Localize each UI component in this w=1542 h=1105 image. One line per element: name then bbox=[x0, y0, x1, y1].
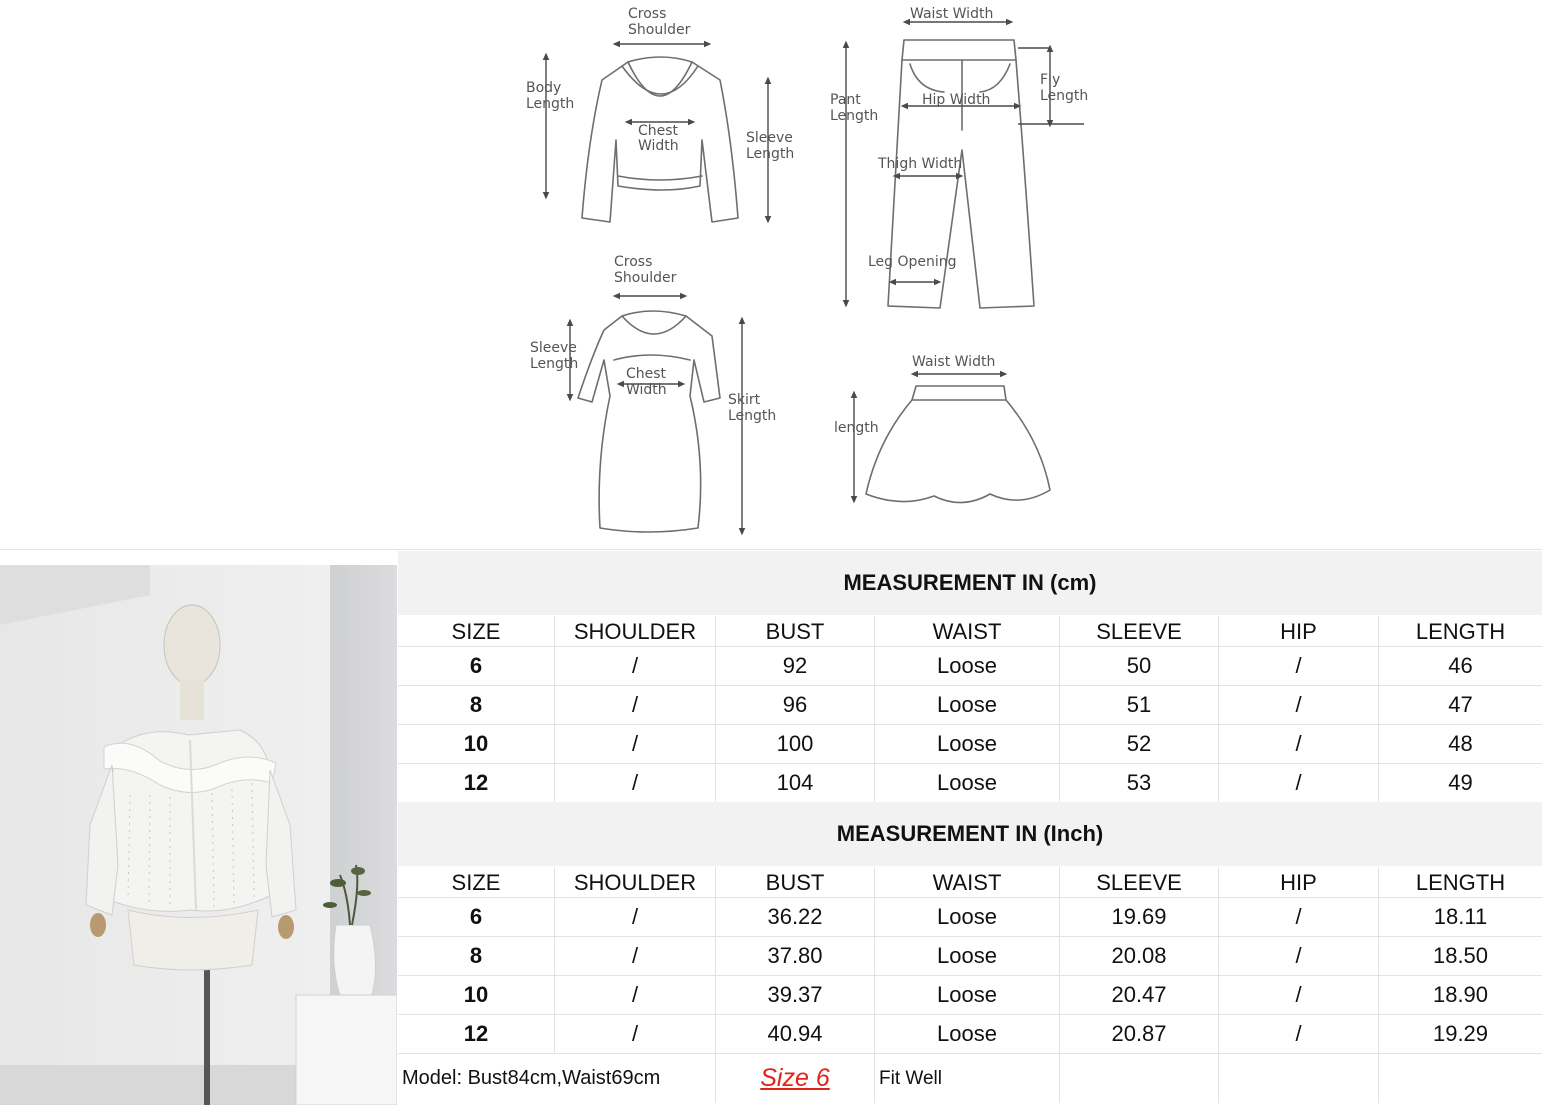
sleeve-cell: 53 bbox=[1060, 764, 1219, 802]
size-cell: 12 bbox=[398, 764, 555, 802]
sleeve-cell: 52 bbox=[1060, 725, 1219, 763]
waist-cell: Loose bbox=[875, 725, 1060, 763]
length-cell: 18.90 bbox=[1432, 982, 1489, 1007]
model-measurements: Model: Bust84cm,Waist69cm bbox=[398, 1054, 716, 1103]
sleeve-cell: 50 bbox=[1060, 647, 1219, 685]
pants-leg-opening-label: Leg Opening bbox=[868, 254, 957, 270]
hip-cell: / bbox=[1219, 1015, 1379, 1053]
dress-chest-width-label: Chest Width bbox=[626, 366, 667, 398]
size-cell: 6 bbox=[398, 647, 555, 685]
top-chest-width-label: Chest Width bbox=[638, 123, 679, 154]
table-row bbox=[398, 1014, 1542, 1053]
shoulder-cell: / bbox=[555, 937, 716, 975]
table-row bbox=[398, 646, 1542, 685]
measurement-diagram-panel bbox=[0, 0, 1542, 550]
sleeve-cell: 51 bbox=[1060, 686, 1219, 724]
pants-hip-width-label: Hip Width bbox=[922, 92, 991, 108]
length-cell: 19.29 bbox=[1432, 1021, 1489, 1046]
size-cell: 10 bbox=[398, 976, 555, 1014]
hip-cell: / bbox=[1219, 898, 1379, 936]
size-cell: 10 bbox=[398, 725, 555, 763]
bust-cell: 40.94 bbox=[716, 1015, 875, 1053]
sleeve-cell: 20.47 bbox=[1060, 976, 1219, 1014]
pants-thigh-width-label: Thigh Width bbox=[878, 156, 963, 172]
length-cell: 49 bbox=[1448, 770, 1473, 795]
table-row bbox=[398, 897, 1542, 936]
cm-header-row bbox=[398, 616, 1542, 647]
empty-cell bbox=[1219, 1054, 1379, 1103]
waist-cell: Loose bbox=[875, 976, 1060, 1014]
shoulder-cell: / bbox=[555, 647, 716, 685]
dress-sleeve-length-label: Sleeve Length bbox=[530, 340, 579, 372]
model-size: Size 6 bbox=[716, 1054, 875, 1103]
header-size: SIZE bbox=[398, 616, 555, 647]
shoulder-cell: / bbox=[555, 686, 716, 724]
sleeve-cell: 19.69 bbox=[1060, 898, 1219, 936]
bust-cell: 39.37 bbox=[716, 976, 875, 1014]
cm-table-title-text: MEASUREMENT IN (cm) bbox=[843, 570, 1097, 595]
shoulder-cell: / bbox=[555, 764, 716, 802]
length-cell: 47 bbox=[1448, 692, 1473, 717]
cm-table-title bbox=[398, 551, 1542, 615]
size-cell: 12 bbox=[398, 1015, 555, 1053]
length-cell: 48 bbox=[1448, 731, 1473, 756]
sleeve-cell: 20.08 bbox=[1060, 937, 1219, 975]
empty-cell bbox=[1379, 1054, 1542, 1103]
header-sleeve: SLEEVE bbox=[1060, 867, 1219, 898]
top-cross-shoulder-label: Cross Shoulder bbox=[628, 6, 691, 38]
hip-cell: / bbox=[1219, 764, 1379, 802]
table-row bbox=[398, 724, 1542, 763]
hip-cell: / bbox=[1219, 647, 1379, 685]
empty-cell bbox=[1060, 1054, 1219, 1103]
shoulder-cell: / bbox=[555, 898, 716, 936]
measurement-diagram bbox=[0, 0, 1542, 550]
inch-table-title-text: MEASUREMENT IN (Inch) bbox=[836, 821, 1104, 846]
waist-cell: Loose bbox=[875, 647, 1060, 685]
table-row bbox=[398, 975, 1542, 1014]
product-photo bbox=[0, 565, 397, 1105]
bust-cell: 100 bbox=[716, 725, 875, 763]
header-length: LENGTH bbox=[1415, 618, 1506, 644]
waist-cell: Loose bbox=[875, 1015, 1060, 1053]
pants-waist-width-label: Waist Width bbox=[910, 6, 994, 22]
pants-garment-diagram bbox=[830, 6, 1088, 308]
length-cell: 18.11 bbox=[1433, 904, 1488, 929]
bust-cell: 92 bbox=[716, 647, 875, 685]
table-row bbox=[398, 936, 1542, 975]
bust-cell: 37.80 bbox=[716, 937, 875, 975]
fit-note: Fit Well bbox=[875, 1054, 1060, 1103]
length-cell: 18.50 bbox=[1432, 943, 1489, 968]
header-length: LENGTH bbox=[1415, 869, 1506, 895]
header-shoulder: SHOULDER bbox=[555, 616, 716, 647]
size-chart-table bbox=[398, 551, 1542, 1105]
top-garment-diagram bbox=[526, 6, 794, 222]
pants-fly-length-label: Fly Length bbox=[1040, 72, 1089, 104]
header-waist: WAIST bbox=[875, 867, 1060, 898]
table-row bbox=[398, 685, 1542, 724]
dress-garment-diagram bbox=[530, 254, 776, 532]
inch-table-title bbox=[398, 802, 1542, 866]
sleeve-cell: 20.87 bbox=[1060, 1015, 1219, 1053]
skirt-waist-width-label: Waist Width bbox=[912, 354, 996, 370]
header-shoulder: SHOULDER bbox=[555, 867, 716, 898]
size-cell: 6 bbox=[398, 898, 555, 936]
shoulder-cell: / bbox=[555, 725, 716, 763]
skirt-garment-diagram bbox=[834, 354, 1050, 503]
header-hip: HIP bbox=[1219, 616, 1379, 647]
top-sleeve-length-label: Sleeve Length bbox=[746, 130, 795, 162]
bust-cell: 104 bbox=[716, 764, 875, 802]
pants-pant-length-label: Pant Length bbox=[830, 92, 879, 124]
model-info-row bbox=[398, 1053, 1542, 1103]
waist-cell: Loose bbox=[875, 686, 1060, 724]
dress-skirt-length-label: Skirt Length bbox=[728, 392, 777, 424]
header-bust: BUST bbox=[716, 616, 875, 647]
header-sleeve: SLEEVE bbox=[1060, 616, 1219, 647]
bust-cell: 96 bbox=[716, 686, 875, 724]
header-waist: WAIST bbox=[875, 616, 1060, 647]
waist-cell: Loose bbox=[875, 764, 1060, 802]
shoulder-cell: / bbox=[555, 976, 716, 1014]
dress-cross-shoulder-label: Cross Shoulder bbox=[614, 254, 677, 286]
size-cell: 8 bbox=[398, 686, 555, 724]
size-cell: 8 bbox=[398, 937, 555, 975]
header-hip: HIP bbox=[1219, 867, 1379, 898]
shoulder-cell: / bbox=[555, 1015, 716, 1053]
top-body-length-label: Body Length bbox=[526, 80, 575, 112]
header-bust: BUST bbox=[716, 867, 875, 898]
hip-cell: / bbox=[1219, 976, 1379, 1014]
mannequin-blouse-image bbox=[0, 565, 397, 1105]
waist-cell: Loose bbox=[875, 937, 1060, 975]
hip-cell: / bbox=[1219, 725, 1379, 763]
skirt-length-label: length bbox=[834, 420, 879, 436]
waist-cell: Loose bbox=[875, 898, 1060, 936]
inch-header-row bbox=[398, 867, 1542, 898]
hip-cell: / bbox=[1219, 937, 1379, 975]
header-size: SIZE bbox=[398, 867, 555, 898]
length-cell: 46 bbox=[1448, 653, 1473, 678]
hip-cell: / bbox=[1219, 686, 1379, 724]
table-row bbox=[398, 763, 1542, 802]
bust-cell: 36.22 bbox=[716, 898, 875, 936]
